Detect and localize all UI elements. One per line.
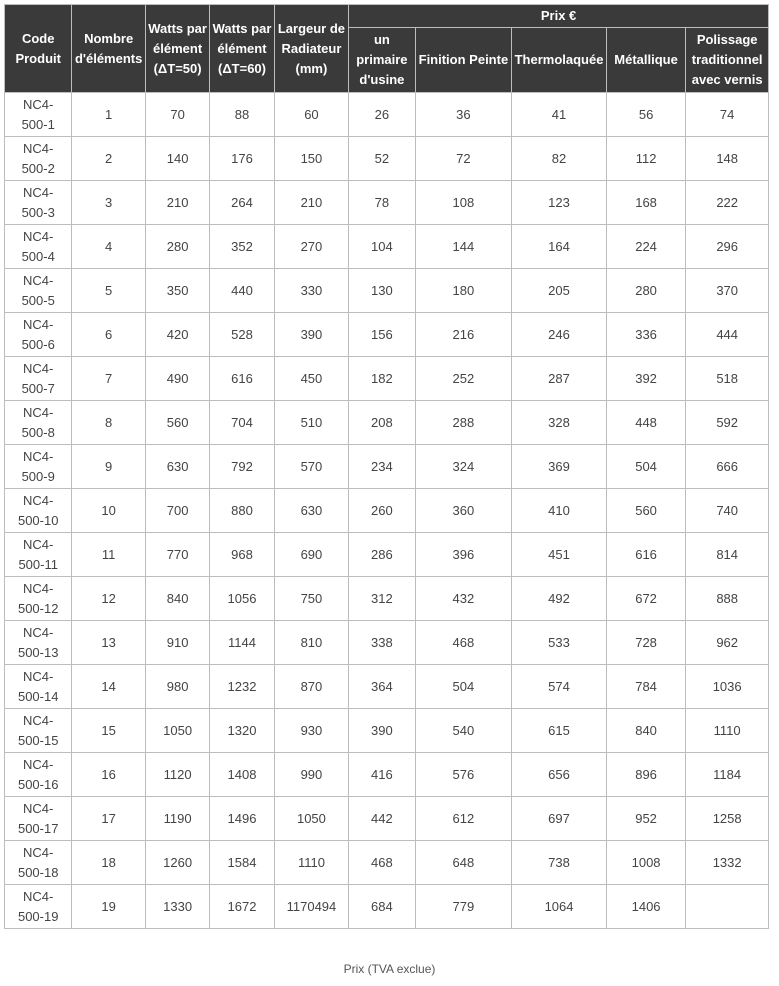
element-count-cell: 8 bbox=[72, 401, 144, 444]
price-peinte-cell: 779 bbox=[416, 885, 512, 928]
watts-50-cell: 350 bbox=[146, 269, 209, 312]
code-cell: NC4- 500-1 bbox=[5, 93, 71, 136]
watts-50-cell: 980 bbox=[146, 665, 209, 708]
price-table bbox=[4, 4, 769, 929]
watts-50-cell: 840 bbox=[146, 577, 209, 620]
element-count-cell: 9 bbox=[72, 445, 144, 488]
header-watts-50: Watts par élément (ΔT=50) bbox=[146, 5, 209, 92]
watts-60-cell: 880 bbox=[210, 489, 273, 532]
price-peinte-cell: 612 bbox=[416, 797, 512, 840]
price-table-container bbox=[4, 4, 769, 929]
table-row bbox=[5, 137, 768, 180]
watts-60-cell: 528 bbox=[210, 313, 273, 356]
element-count-cell: 14 bbox=[72, 665, 144, 708]
element-count-cell: 4 bbox=[72, 225, 144, 268]
watts-50-cell: 490 bbox=[146, 357, 209, 400]
price-peinte-cell: 108 bbox=[416, 181, 512, 224]
price-peinte-cell: 288 bbox=[416, 401, 512, 444]
price-metallique-cell: 336 bbox=[607, 313, 686, 356]
width-cell: 150 bbox=[275, 137, 348, 180]
price-thermo-cell: 533 bbox=[512, 621, 606, 664]
header-code: Code Produit bbox=[5, 5, 71, 92]
price-polissage-cell: 962 bbox=[686, 621, 768, 664]
table-row bbox=[5, 269, 768, 312]
code-cell: NC4- 500-16 bbox=[5, 753, 71, 796]
price-metallique-cell: 840 bbox=[607, 709, 686, 752]
width-cell: 930 bbox=[275, 709, 348, 752]
price-polissage-cell: 296 bbox=[686, 225, 768, 268]
watts-60-cell: 352 bbox=[210, 225, 273, 268]
price-thermo-cell: 246 bbox=[512, 313, 606, 356]
price-metallique-cell: 56 bbox=[607, 93, 686, 136]
element-count-cell: 13 bbox=[72, 621, 144, 664]
price-primaire-cell: 104 bbox=[349, 225, 414, 268]
watts-50-cell: 700 bbox=[146, 489, 209, 532]
table-row bbox=[5, 709, 768, 752]
width-cell: 270 bbox=[275, 225, 348, 268]
table-row bbox=[5, 401, 768, 444]
price-thermo-cell: 369 bbox=[512, 445, 606, 488]
watts-60-cell: 968 bbox=[210, 533, 273, 576]
element-count-cell: 12 bbox=[72, 577, 144, 620]
price-metallique-cell: 616 bbox=[607, 533, 686, 576]
price-polissage-cell: 814 bbox=[686, 533, 768, 576]
price-polissage-cell: 1110 bbox=[686, 709, 768, 752]
header-largeur: Largeur de Radiateur (mm) bbox=[275, 5, 348, 92]
watts-60-cell: 704 bbox=[210, 401, 273, 444]
price-metallique-cell: 728 bbox=[607, 621, 686, 664]
code-cell: NC4- 500-4 bbox=[5, 225, 71, 268]
table-row bbox=[5, 665, 768, 708]
watts-60-cell: 792 bbox=[210, 445, 273, 488]
watts-60-cell: 1584 bbox=[210, 841, 273, 884]
code-cell: NC4- 500-17 bbox=[5, 797, 71, 840]
code-cell: NC4- 500-18 bbox=[5, 841, 71, 884]
price-peinte-cell: 468 bbox=[416, 621, 512, 664]
width-cell: 810 bbox=[275, 621, 348, 664]
price-peinte-cell: 648 bbox=[416, 841, 512, 884]
price-polissage-cell: 592 bbox=[686, 401, 768, 444]
price-primaire-cell: 260 bbox=[349, 489, 414, 532]
watts-50-cell: 560 bbox=[146, 401, 209, 444]
price-primaire-cell: 684 bbox=[349, 885, 414, 928]
width-cell: 870 bbox=[275, 665, 348, 708]
price-peinte-cell: 540 bbox=[416, 709, 512, 752]
code-cell: NC4- 500-2 bbox=[5, 137, 71, 180]
price-metallique-cell: 392 bbox=[607, 357, 686, 400]
price-metallique-cell: 280 bbox=[607, 269, 686, 312]
header-thermo: Thermolaquée bbox=[512, 28, 606, 92]
watts-50-cell: 1260 bbox=[146, 841, 209, 884]
watts-60-cell: 264 bbox=[210, 181, 273, 224]
element-count-cell: 11 bbox=[72, 533, 144, 576]
price-thermo-cell: 41 bbox=[512, 93, 606, 136]
table-row bbox=[5, 445, 768, 488]
table-row bbox=[5, 621, 768, 664]
watts-50-cell: 910 bbox=[146, 621, 209, 664]
code-cell: NC4- 500-19 bbox=[5, 885, 71, 928]
element-count-cell: 19 bbox=[72, 885, 144, 928]
table-header bbox=[5, 5, 768, 92]
table-row bbox=[5, 533, 768, 576]
table-row bbox=[5, 93, 768, 136]
price-polissage-cell: 888 bbox=[686, 577, 768, 620]
price-peinte-cell: 360 bbox=[416, 489, 512, 532]
element-count-cell: 7 bbox=[72, 357, 144, 400]
watts-60-cell: 1496 bbox=[210, 797, 273, 840]
table-row bbox=[5, 313, 768, 356]
width-cell: 1110 bbox=[275, 841, 348, 884]
code-cell: NC4- 500-11 bbox=[5, 533, 71, 576]
price-thermo-cell: 615 bbox=[512, 709, 606, 752]
price-polissage-cell: 1036 bbox=[686, 665, 768, 708]
price-metallique-cell: 224 bbox=[607, 225, 686, 268]
element-count-cell: 10 bbox=[72, 489, 144, 532]
price-polissage-cell: 148 bbox=[686, 137, 768, 180]
width-cell: 750 bbox=[275, 577, 348, 620]
watts-50-cell: 770 bbox=[146, 533, 209, 576]
watts-50-cell: 70 bbox=[146, 93, 209, 136]
price-peinte-cell: 432 bbox=[416, 577, 512, 620]
price-thermo-cell: 738 bbox=[512, 841, 606, 884]
price-peinte-cell: 72 bbox=[416, 137, 512, 180]
price-polissage-cell: 444 bbox=[686, 313, 768, 356]
element-count-cell: 2 bbox=[72, 137, 144, 180]
watts-50-cell: 420 bbox=[146, 313, 209, 356]
watts-50-cell: 140 bbox=[146, 137, 209, 180]
price-thermo-cell: 574 bbox=[512, 665, 606, 708]
table-row bbox=[5, 841, 768, 884]
code-cell: NC4- 500-13 bbox=[5, 621, 71, 664]
code-cell: NC4- 500-12 bbox=[5, 577, 71, 620]
element-count-cell: 1 bbox=[72, 93, 144, 136]
price-polissage-cell: 1258 bbox=[686, 797, 768, 840]
watts-60-cell: 88 bbox=[210, 93, 273, 136]
price-primaire-cell: 338 bbox=[349, 621, 414, 664]
width-cell: 690 bbox=[275, 533, 348, 576]
header-peinte: Finition Peinte bbox=[416, 28, 512, 92]
price-thermo-cell: 287 bbox=[512, 357, 606, 400]
price-peinte-cell: 216 bbox=[416, 313, 512, 356]
watts-60-cell: 1056 bbox=[210, 577, 273, 620]
code-cell: NC4- 500-9 bbox=[5, 445, 71, 488]
table-row bbox=[5, 225, 768, 268]
price-primaire-cell: 130 bbox=[349, 269, 414, 312]
element-count-cell: 18 bbox=[72, 841, 144, 884]
price-peinte-cell: 144 bbox=[416, 225, 512, 268]
watts-50-cell: 1120 bbox=[146, 753, 209, 796]
price-polissage-cell: 74 bbox=[686, 93, 768, 136]
table-caption: Prix (TVA exclue) bbox=[343, 962, 436, 976]
price-primaire-cell: 26 bbox=[349, 93, 414, 136]
width-cell: 1170494 bbox=[275, 885, 348, 928]
code-cell: NC4- 500-6 bbox=[5, 313, 71, 356]
watts-60-cell: 1232 bbox=[210, 665, 273, 708]
watts-60-cell: 1672 bbox=[210, 885, 273, 928]
price-primaire-cell: 78 bbox=[349, 181, 414, 224]
table-row bbox=[5, 357, 768, 400]
table-body bbox=[5, 93, 768, 928]
price-primaire-cell: 416 bbox=[349, 753, 414, 796]
price-polissage-cell: 740 bbox=[686, 489, 768, 532]
watts-50-cell: 1330 bbox=[146, 885, 209, 928]
watts-50-cell: 1050 bbox=[146, 709, 209, 752]
watts-60-cell: 616 bbox=[210, 357, 273, 400]
watts-60-cell: 176 bbox=[210, 137, 273, 180]
width-cell: 450 bbox=[275, 357, 348, 400]
code-cell: NC4- 500-3 bbox=[5, 181, 71, 224]
price-metallique-cell: 448 bbox=[607, 401, 686, 444]
price-thermo-cell: 82 bbox=[512, 137, 606, 180]
price-polissage-cell: 518 bbox=[686, 357, 768, 400]
watts-50-cell: 280 bbox=[146, 225, 209, 268]
price-metallique-cell: 112 bbox=[607, 137, 686, 180]
header-metallique: Métallique bbox=[607, 28, 686, 92]
price-metallique-cell: 1406 bbox=[607, 885, 686, 928]
width-cell: 570 bbox=[275, 445, 348, 488]
price-thermo-cell: 123 bbox=[512, 181, 606, 224]
code-cell: NC4- 500-8 bbox=[5, 401, 71, 444]
price-metallique-cell: 168 bbox=[607, 181, 686, 224]
price-peinte-cell: 396 bbox=[416, 533, 512, 576]
price-primaire-cell: 390 bbox=[349, 709, 414, 752]
element-count-cell: 16 bbox=[72, 753, 144, 796]
width-cell: 990 bbox=[275, 753, 348, 796]
price-metallique-cell: 560 bbox=[607, 489, 686, 532]
code-cell: NC4- 500-15 bbox=[5, 709, 71, 752]
width-cell: 510 bbox=[275, 401, 348, 444]
price-thermo-cell: 492 bbox=[512, 577, 606, 620]
watts-60-cell: 1320 bbox=[210, 709, 273, 752]
width-cell: 390 bbox=[275, 313, 348, 356]
width-cell: 1050 bbox=[275, 797, 348, 840]
element-count-cell: 6 bbox=[72, 313, 144, 356]
price-metallique-cell: 1008 bbox=[607, 841, 686, 884]
watts-60-cell: 440 bbox=[210, 269, 273, 312]
price-polissage-cell: 222 bbox=[686, 181, 768, 224]
price-primaire-cell: 208 bbox=[349, 401, 414, 444]
watts-60-cell: 1408 bbox=[210, 753, 273, 796]
price-primaire-cell: 156 bbox=[349, 313, 414, 356]
width-cell: 630 bbox=[275, 489, 348, 532]
price-primaire-cell: 182 bbox=[349, 357, 414, 400]
price-primaire-cell: 52 bbox=[349, 137, 414, 180]
price-thermo-cell: 451 bbox=[512, 533, 606, 576]
watts-60-cell: 1144 bbox=[210, 621, 273, 664]
watts-50-cell: 1190 bbox=[146, 797, 209, 840]
price-peinte-cell: 324 bbox=[416, 445, 512, 488]
price-primaire-cell: 286 bbox=[349, 533, 414, 576]
header-watts-60: Watts par élément (ΔT=60) bbox=[210, 5, 273, 92]
table-row bbox=[5, 577, 768, 620]
price-metallique-cell: 952 bbox=[607, 797, 686, 840]
price-peinte-cell: 504 bbox=[416, 665, 512, 708]
code-cell: NC4- 500-10 bbox=[5, 489, 71, 532]
width-cell: 210 bbox=[275, 181, 348, 224]
price-primaire-cell: 364 bbox=[349, 665, 414, 708]
price-peinte-cell: 36 bbox=[416, 93, 512, 136]
price-thermo-cell: 328 bbox=[512, 401, 606, 444]
price-polissage-cell bbox=[686, 885, 768, 928]
element-count-cell: 3 bbox=[72, 181, 144, 224]
price-polissage-cell: 1332 bbox=[686, 841, 768, 884]
header-polissage: Polissage traditionnel avec vernis bbox=[686, 28, 768, 92]
price-thermo-cell: 164 bbox=[512, 225, 606, 268]
code-cell: NC4- 500-7 bbox=[5, 357, 71, 400]
price-metallique-cell: 672 bbox=[607, 577, 686, 620]
width-cell: 60 bbox=[275, 93, 348, 136]
price-thermo-cell: 1064 bbox=[512, 885, 606, 928]
price-thermo-cell: 697 bbox=[512, 797, 606, 840]
table-row bbox=[5, 797, 768, 840]
table-row bbox=[5, 181, 768, 224]
price-polissage-cell: 1184 bbox=[686, 753, 768, 796]
header-primaire: un primaire d'usine bbox=[349, 28, 414, 92]
price-thermo-cell: 205 bbox=[512, 269, 606, 312]
price-metallique-cell: 504 bbox=[607, 445, 686, 488]
price-polissage-cell: 666 bbox=[686, 445, 768, 488]
element-count-cell: 5 bbox=[72, 269, 144, 312]
table-row bbox=[5, 753, 768, 796]
price-primaire-cell: 312 bbox=[349, 577, 414, 620]
price-metallique-cell: 784 bbox=[607, 665, 686, 708]
table-row bbox=[5, 885, 768, 928]
price-primaire-cell: 442 bbox=[349, 797, 414, 840]
code-cell: NC4- 500-14 bbox=[5, 665, 71, 708]
width-cell: 330 bbox=[275, 269, 348, 312]
header-nombre: Nombre d'éléments bbox=[72, 5, 144, 92]
price-peinte-cell: 252 bbox=[416, 357, 512, 400]
price-peinte-cell: 180 bbox=[416, 269, 512, 312]
watts-50-cell: 210 bbox=[146, 181, 209, 224]
element-count-cell: 17 bbox=[72, 797, 144, 840]
price-metallique-cell: 896 bbox=[607, 753, 686, 796]
header-prix: Prix € bbox=[349, 5, 768, 27]
price-thermo-cell: 656 bbox=[512, 753, 606, 796]
table-row bbox=[5, 489, 768, 532]
price-polissage-cell: 370 bbox=[686, 269, 768, 312]
price-peinte-cell: 576 bbox=[416, 753, 512, 796]
price-primaire-cell: 468 bbox=[349, 841, 414, 884]
element-count-cell: 15 bbox=[72, 709, 144, 752]
price-thermo-cell: 410 bbox=[512, 489, 606, 532]
price-primaire-cell: 234 bbox=[349, 445, 414, 488]
code-cell: NC4- 500-5 bbox=[5, 269, 71, 312]
watts-50-cell: 630 bbox=[146, 445, 209, 488]
